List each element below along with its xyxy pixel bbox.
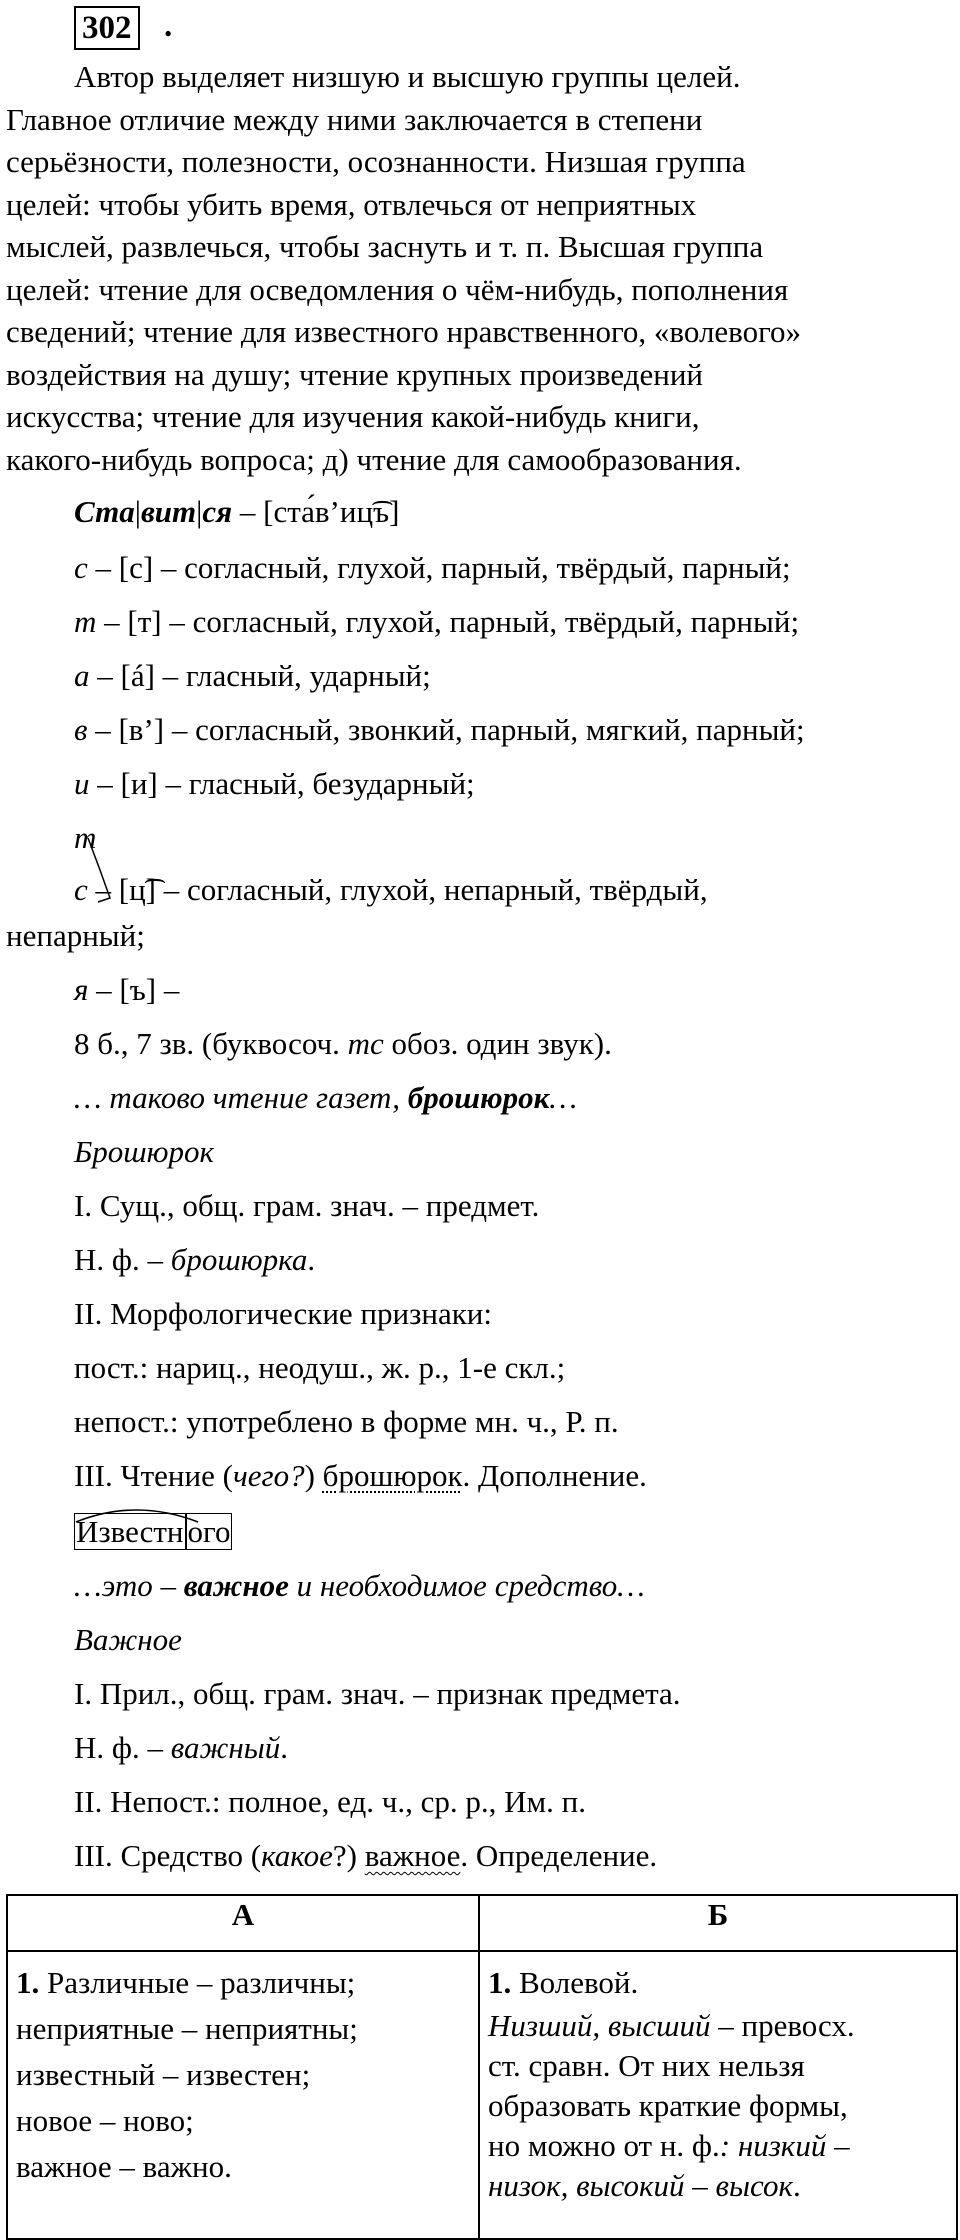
morph-text: . Дополнение. (462, 1458, 647, 1493)
quote-line (74, 1568, 645, 1604)
word-part: вит (140, 494, 197, 529)
quote-keyword: важное (183, 1568, 289, 1603)
cell-line (488, 1960, 948, 2006)
cell-line (488, 2006, 948, 2046)
phonetic-letter: с (74, 550, 88, 585)
phonetic-desc: – [с] – согласный, глухой, парный, твёрдый, парный; (87, 550, 791, 585)
morph-question: какое (261, 1838, 333, 1873)
morph-line (74, 1730, 288, 1766)
table-row (7, 1951, 957, 2239)
summary-letters: тс (347, 1026, 384, 1061)
underlined-word: важное (364, 1838, 461, 1873)
phonetic-letter: а (74, 658, 90, 693)
phonetic-desc: – [ц͡] – согласный, глухой, непарный, твёрдый, (87, 872, 708, 907)
phonetic-row-wrap: непарный; (6, 918, 145, 953)
morph-text: . (280, 1730, 288, 1765)
morph-text: . (307, 1242, 316, 1277)
cell-line: важное – важно. (16, 2149, 232, 2184)
quote-text: и необходимое средство… (288, 1568, 645, 1603)
morph-line: II. Непост.: полное, ед. ч., ср. р., Им. п. (74, 1784, 586, 1819)
phonetic-desc: – [и] – гласный, безударный; (89, 766, 475, 801)
root-box: Известн (76, 1514, 184, 1549)
morph-text: . Определение. (460, 1838, 658, 1873)
cell-line: новое – ново; (16, 2103, 194, 2138)
underlined-word: брошюрок (322, 1458, 463, 1493)
phonetic-desc: – [т] – согласный, глухой, парный, твёрдый, парный; (96, 604, 800, 639)
word-part: Ста (74, 494, 135, 529)
cell-line: ст. сравн. От них нельзя (488, 2048, 805, 2083)
cell-italic: низок, высокий – высок (488, 2168, 793, 2203)
table-header-b: Б (479, 1895, 957, 1951)
morph-line: I. Сущ., общ. грам. знач. – предмет. (74, 1188, 540, 1223)
phonetic-letter: т (74, 604, 97, 639)
transcription: – [ста́в’иц͡ъ] (232, 494, 400, 529)
quote-text: … (549, 1080, 577, 1115)
item-number: 1. (488, 1965, 512, 2000)
table-header-row (7, 1895, 957, 1951)
cell-line (16, 1960, 470, 2006)
morph-text: Н. ф. – (74, 1242, 171, 1277)
cell-line (488, 2126, 948, 2166)
table-cell-a (7, 1951, 479, 2239)
phonetic-letter: с (74, 872, 88, 907)
cell-text: Волевой. (511, 1965, 639, 2000)
phonetic-letter: я (74, 972, 89, 1007)
morph-initial-form: брошюрка (170, 1242, 308, 1277)
table-cell-b (479, 1951, 957, 2239)
morph-text: Н. ф. – (74, 1730, 171, 1765)
morph-line: пост.: нариц., неодуш., ж. р., 1-е скл.; (74, 1350, 566, 1385)
morph-question: чего? (232, 1458, 305, 1493)
phonetic-desc: – [á] – гласный, ударный; (89, 658, 431, 693)
exercise-number-dot: . (164, 8, 173, 44)
phonetic-desc: – [ъ] – (88, 972, 180, 1007)
paragraph-line: серьёзности, полезности, осознанности. Низшая группа (6, 144, 746, 179)
cell-text: . (792, 2168, 801, 2203)
answer-table (6, 1894, 958, 2240)
morph-text: ?) (332, 1838, 365, 1873)
morph-line (74, 1838, 657, 1874)
quote-keyword: брошюрок (407, 1080, 550, 1115)
morph-line: непост.: употреблено в форме мн. ч., Р. п. (74, 1404, 619, 1439)
paragraph-line: Главное отличие между ними заключается в степени (6, 101, 703, 137)
word-part: ся (202, 494, 233, 529)
paragraph-line: воздействия на душу; чтение крупных произведений (6, 356, 704, 392)
summary-text: обоз. один звук). (383, 1026, 612, 1061)
morph-text: III. Чтение ( (74, 1458, 233, 1493)
morph-line: I. Прил., общ. грам. знач. – признак предмета. (74, 1676, 681, 1711)
cell-text: Различные – различны; (39, 1965, 356, 2000)
cell-line: известный – известен; (16, 2057, 311, 2092)
paragraph-line: сведений; чтение для известного нравственного, «волевого» (6, 314, 802, 349)
morph-line: II. Морфологические признаки: (74, 1296, 492, 1331)
phonetic-desc: – [в’] – согласный, звонкий, парный, мягкий, парный; (87, 712, 805, 747)
phonetic-heading: Ста|вит|ся – [ста́в’иц͡ъ] (74, 494, 400, 529)
cell-text: но можно от н. ф. (488, 2128, 720, 2163)
morph-text: III. Средство ( (74, 1838, 262, 1873)
table-header-a: А (7, 1895, 479, 1951)
cell-line: неприятные – неприятны; (16, 2011, 358, 2046)
phonetic-letter: в (74, 712, 88, 747)
quote-text: … таково чтение газет, (74, 1080, 408, 1115)
cell-line: образовать краткие формы, (488, 2088, 848, 2123)
paragraph-line: целей: чтение для осведомления о чём-нибудь, пополнения (6, 271, 789, 307)
phonetic-letter: т (74, 820, 97, 855)
quote-text: …это – (74, 1568, 184, 1603)
cell-italic: : низкий – (719, 2128, 850, 2163)
cell-line (488, 2166, 948, 2206)
paragraph-line: мыслей, развлечься, чтобы заснуть и т. п. Высшая группа (6, 229, 764, 264)
paragraph-line: какого-нибудь вопроса; д) чтение для самообразования. (6, 441, 742, 477)
paragraph-line: целей: чтобы убить время, отвлечься от неприятных (6, 186, 697, 222)
phonetic-letter: и (74, 766, 90, 801)
morph-text: ) (304, 1458, 323, 1493)
exercise-number: 302 (74, 6, 140, 50)
morph-word (74, 1622, 182, 1658)
summary-text: 8 б., 7 зв. (буквосоч. (74, 1026, 348, 1061)
morph-word-text: Важное (74, 1622, 182, 1657)
morph-word-text: Брошюрок (74, 1134, 215, 1169)
item-number: 1. (16, 1965, 40, 2000)
cell-italic: Низший, высший (488, 2008, 711, 2043)
cell-text: – превосх. (710, 2008, 855, 2043)
ending-box: ого (187, 1514, 231, 1549)
morph-initial-form: важный (170, 1730, 281, 1765)
paragraph-line: Автор выделяет низшую и высшую группы целей. (74, 59, 741, 94)
paragraph-line: искусства; чтение для изучения какой-нибудь книги, (6, 399, 700, 434)
